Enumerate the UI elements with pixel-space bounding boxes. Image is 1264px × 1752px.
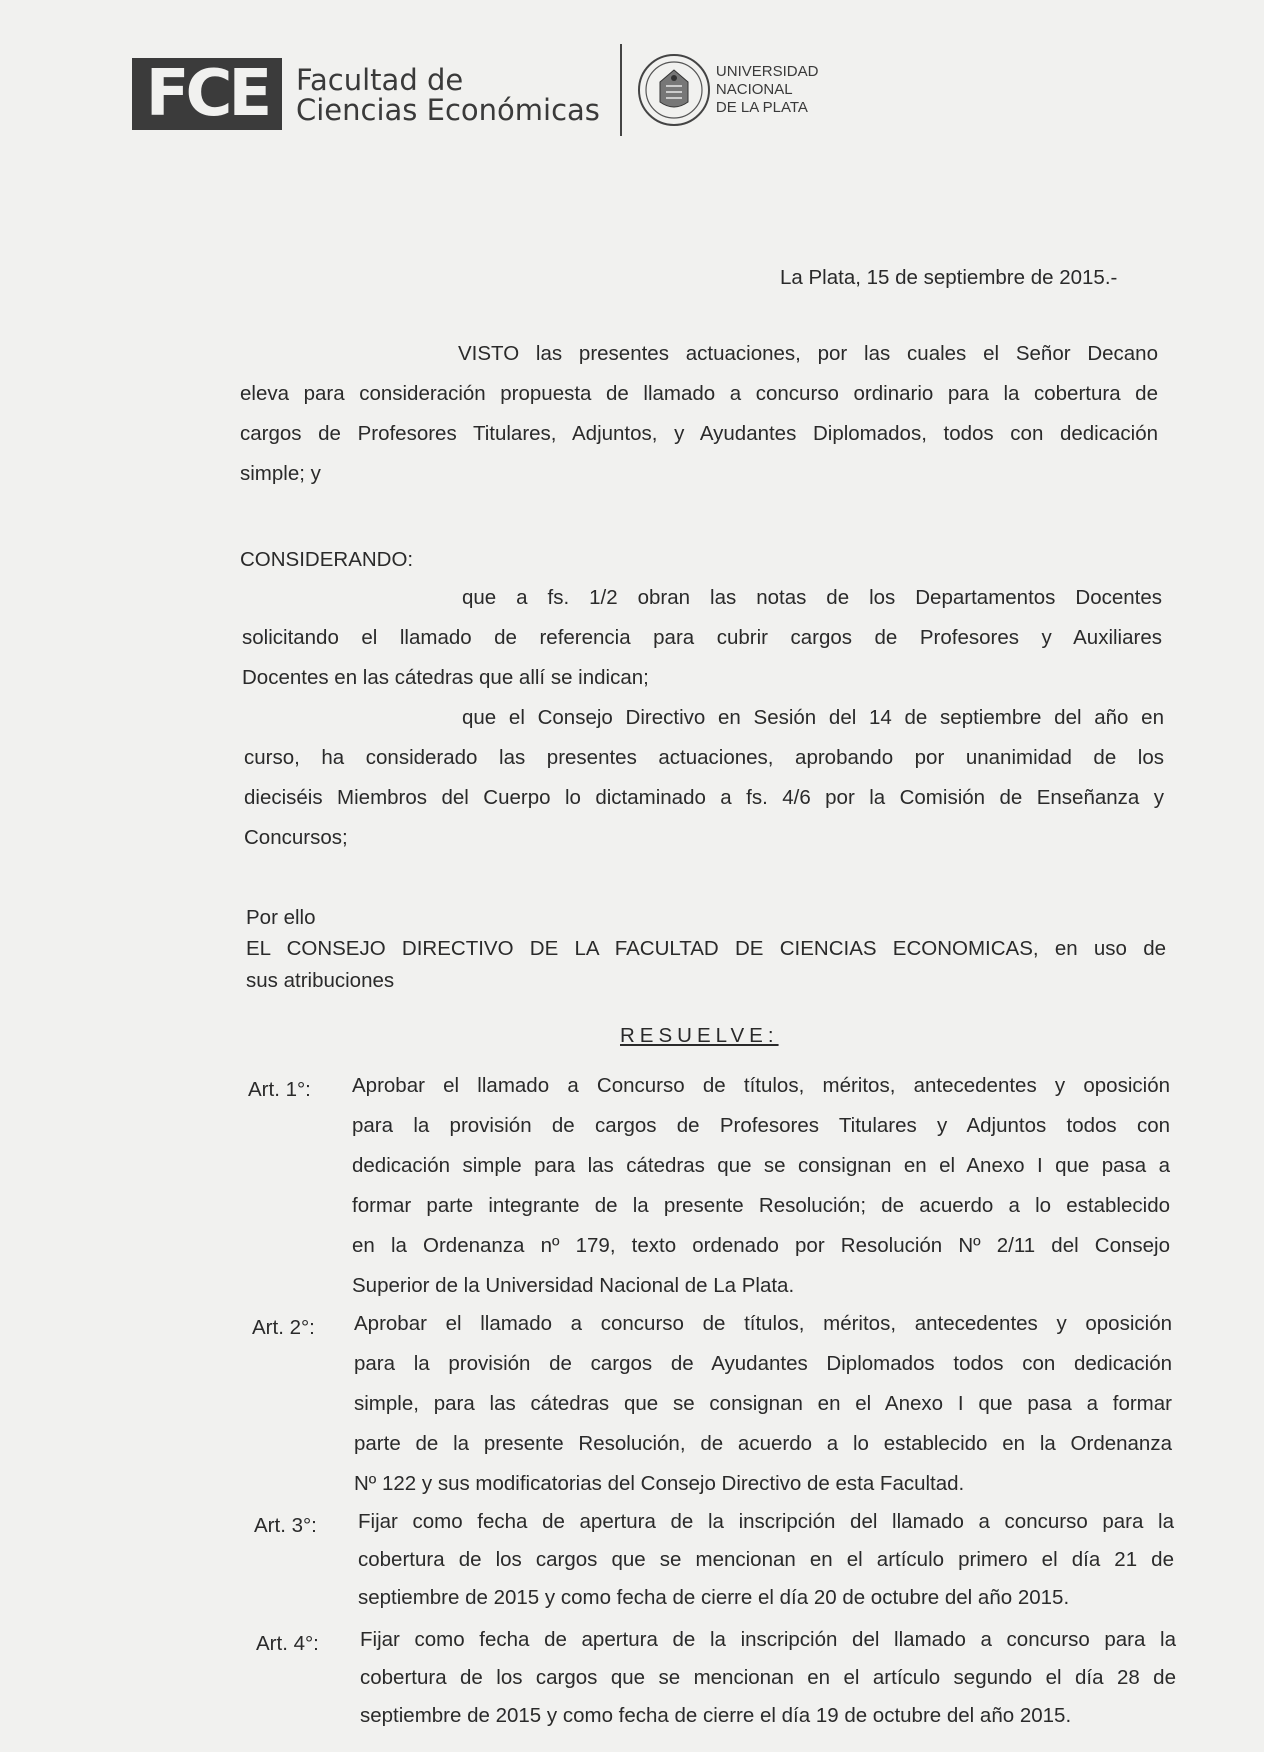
article-1-line-2: para la provisión de cargos de Profesores Titulares y Adjuntos todos con xyxy=(352,1114,1170,1137)
article-2-line-2: para la provisión de cargos de Ayudantes Diplomados todos con dedicación xyxy=(354,1352,1172,1375)
considerando-1-line-3: Docentes en las cátedras que allí se indican; xyxy=(242,666,649,689)
university-name xyxy=(716,63,819,117)
article-1-line-3: dedicación simple para las cátedras que se consignan en el Anexo I que pasa a xyxy=(352,1154,1170,1177)
considerando-2-line-4: Concursos; xyxy=(244,826,348,849)
considerando-2-line-1: que el Consejo Directivo en Sesión del 14 de septiembre del año en xyxy=(462,706,1164,729)
university-name-line2: NACIONAL xyxy=(715,81,793,98)
article-1-line-1: Aprobar el llamado a Concurso de títulos, méritos, antecedentes y oposición xyxy=(352,1074,1170,1097)
article-1-label: Art. 1°: xyxy=(248,1078,311,1101)
faculty-name-line2: Ciencias Económicas xyxy=(296,93,600,127)
article-2-line-4: parte de la presente Resolución, de acuerdo a lo establecido en la Ordenanza xyxy=(354,1432,1172,1455)
faculty-name xyxy=(296,65,600,125)
university-name-line3: DE LA PLATA xyxy=(715,99,808,116)
considerando-2-line-2: curso, ha considerado las presentes actuaciones, aprobando por unanimidad de los xyxy=(244,746,1164,769)
article-3-line-3: septiembre de 2015 y como fecha de cierre el día 20 de octubre del año 2015. xyxy=(358,1586,1070,1609)
article-2-line-3: simple, para las cátedras que se consignan en el Anexo I que pasa a formar xyxy=(354,1392,1172,1415)
por-ello: Por ello xyxy=(246,906,316,929)
university-seal-icon xyxy=(636,52,712,128)
article-4-line-1: Fijar como fecha de apertura de la inscripción del llamado a concurso para la xyxy=(360,1628,1176,1651)
article-1-line-5: en la Ordenanza nº 179, texto ordenado por Resolución Nº 2/11 del Consejo xyxy=(352,1234,1170,1257)
article-4-label: Art. 4°: xyxy=(256,1632,319,1655)
considerando-1-line-2: solicitando el llamado de referencia para cubrir cargos de Profesores y Auxiliares xyxy=(242,626,1162,649)
faculty-name-line1: Facultad de xyxy=(296,63,464,97)
visto-line-3: cargos de Profesores Titulares, Adjuntos, y Ayudantes Diplomados, todos con dedicación xyxy=(240,422,1158,445)
visto-line-2: eleva para consideración propuesta de llamado a concurso ordinario para la cobertura de xyxy=(240,382,1158,405)
article-4-line-3: septiembre de 2015 y como fecha de cierre el día 19 de octubre del año 2015. xyxy=(360,1704,1072,1727)
fce-logo-mark: FCE xyxy=(145,57,269,131)
article-2-line-1: Aprobar el llamado a concurso de títulos, méritos, antecedentes y oposición xyxy=(354,1312,1172,1335)
resuelve-heading: RESUELVE: xyxy=(620,1024,779,1047)
considerando-heading: CONSIDERANDO: xyxy=(240,548,414,571)
article-2-line-5: Nº 122 y sus modificatorias del Consejo Directivo de esta Facultad. xyxy=(354,1472,965,1495)
document-date: La Plata, 15 de septiembre de 2015.- xyxy=(780,266,1118,289)
consejo-line-2: sus atribuciones xyxy=(246,969,395,992)
considerando-1-line-1: que a fs. 1/2 obran las notas de los Departamentos Docentes xyxy=(462,586,1162,609)
visto-line-4: simple; y xyxy=(240,462,321,485)
fce-logo xyxy=(132,58,282,130)
visto-line-1: VISTO las presentes actuaciones, por las cuales el Señor Decano xyxy=(458,342,1158,365)
consejo-line-1: EL CONSEJO DIRECTIVO DE LA FACULTAD DE CIENCIAS ECONOMICAS, en uso de xyxy=(246,937,1166,960)
article-1-line-4: formar parte integrante de la presente Resolución; de acuerdo a lo establecido xyxy=(352,1194,1170,1217)
letterhead-divider xyxy=(620,44,622,136)
letterhead xyxy=(132,40,818,140)
university-name-line1: UNIVERSIDAD xyxy=(715,63,819,80)
article-1-line-6: Superior de la Universidad Nacional de La Plata. xyxy=(352,1274,795,1297)
article-3-line-2: cobertura de los cargos que se mencionan en el artículo primero el día 21 de xyxy=(358,1548,1174,1571)
considerando-2-line-3: dieciséis Miembros del Cuerpo lo dictaminado a fs. 4/6 por la Comisión de Enseñanza y xyxy=(244,786,1164,809)
article-3-line-1: Fijar como fecha de apertura de la inscripción del llamado a concurso para la xyxy=(358,1510,1174,1533)
article-3-label: Art. 3°: xyxy=(254,1514,317,1537)
article-4-line-2: cobertura de los cargos que se mencionan en el artículo segundo el día 28 de xyxy=(360,1666,1176,1689)
article-2-label: Art. 2°: xyxy=(252,1316,315,1339)
